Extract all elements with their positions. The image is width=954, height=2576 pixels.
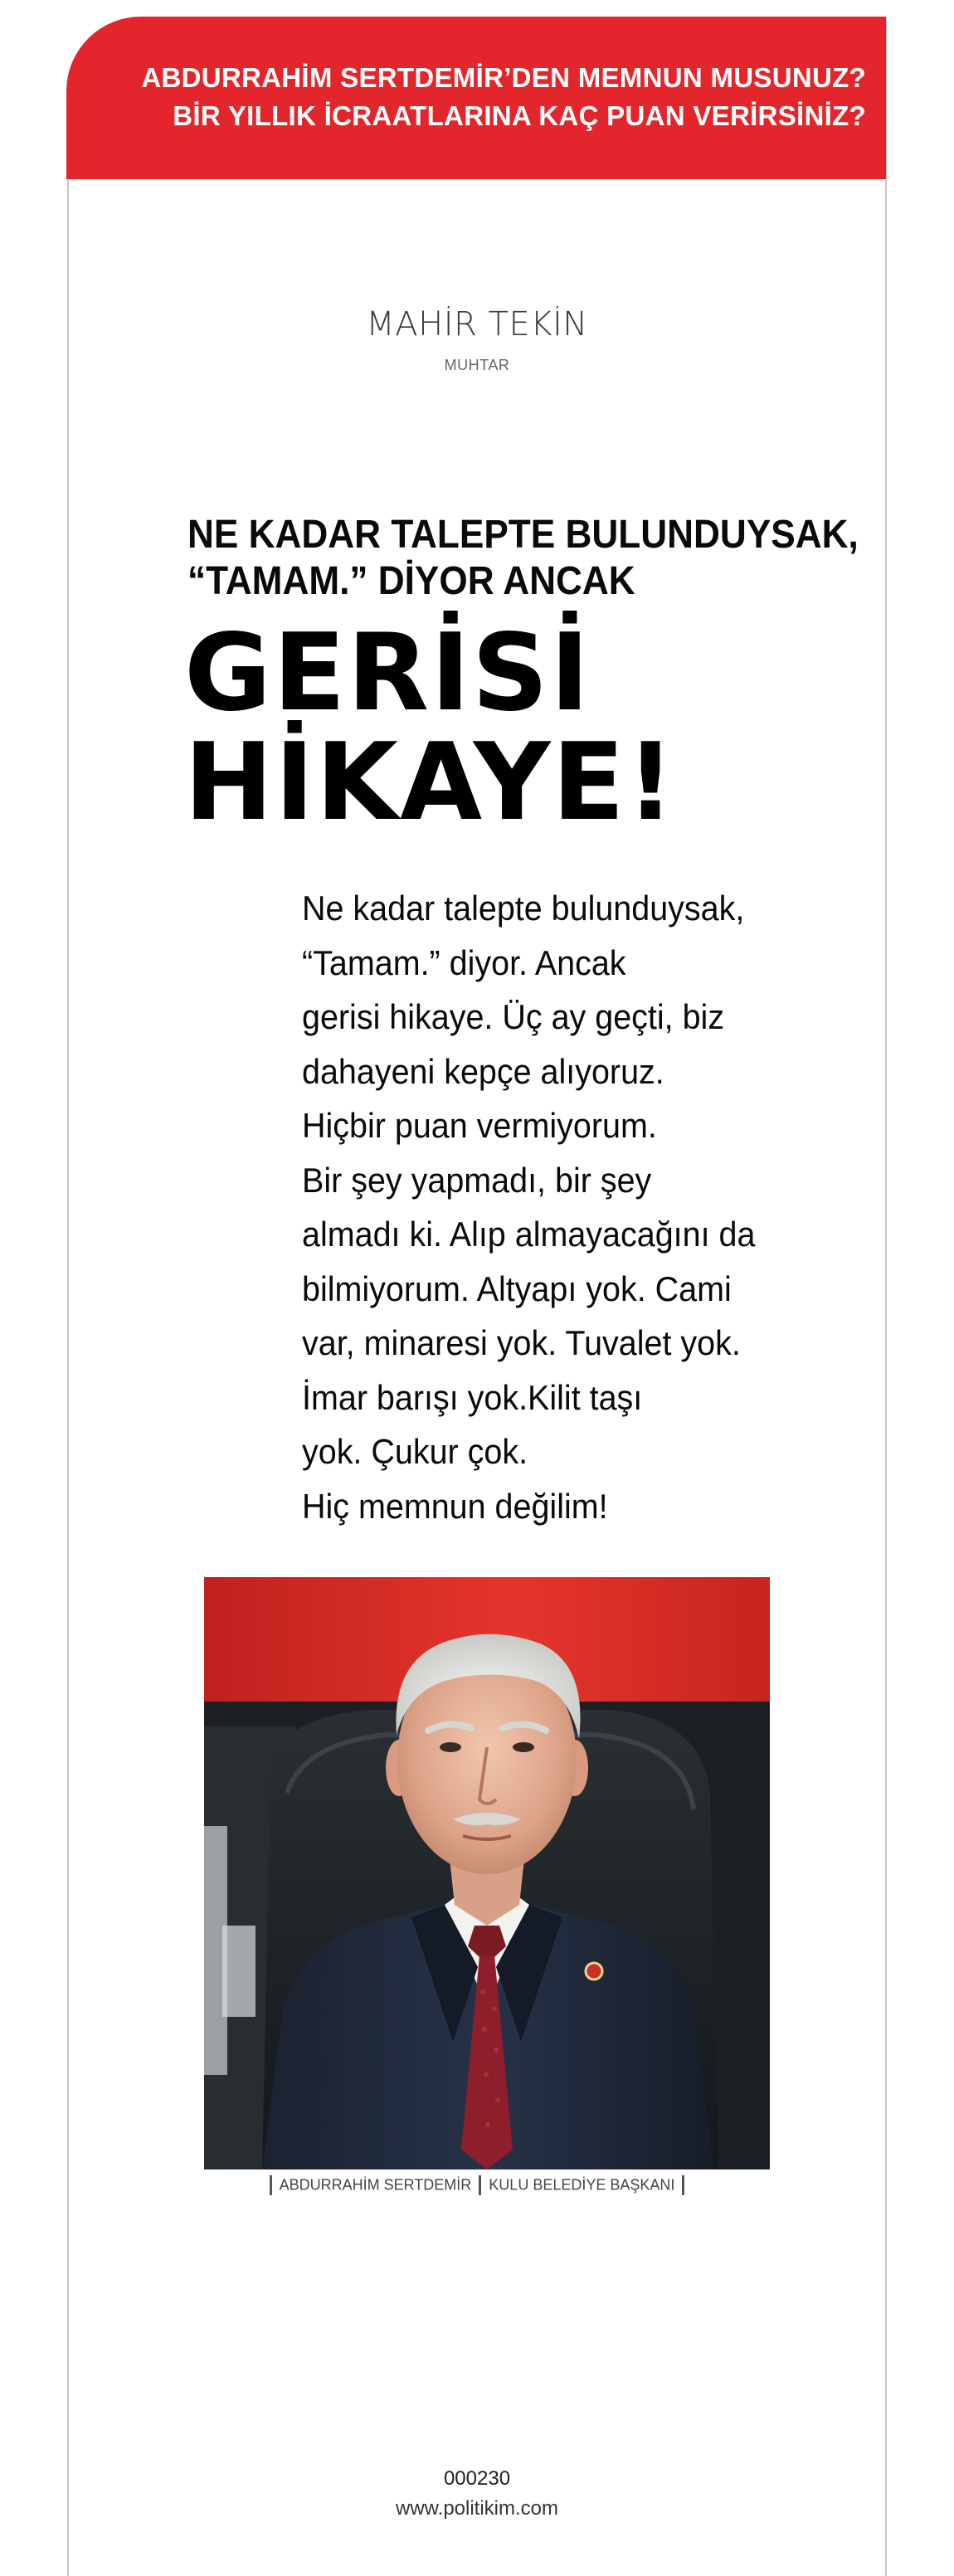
body-line: dahayeni kepçe alıyoruz.: [302, 1051, 664, 1091]
kicker-line-1: NE KADAR TALEPTE BULUNDUYSAK,: [187, 513, 859, 557]
page-number: 000230: [443, 2467, 511, 2490]
body-line: var, minaresi yok. Tuvalet yok.: [302, 1323, 741, 1362]
photo-caption: [0, 2175, 954, 2195]
body-line: gerisi hikaye. Üç ay geçti, biz: [302, 997, 725, 1036]
header-question-line-2: BİR YILLIK İCRAATLARINA KAÇ PUAN VERİRSİNİZ?: [173, 100, 866, 131]
website-url: www.politikim.com: [395, 2497, 559, 2520]
header-question-line-1: ABDURRAHİM SERTDEMİR’DEN MEMNUN MUSUNUZ?: [141, 62, 866, 93]
body-line: almadı ki. Alıp almayacağını da: [302, 1215, 756, 1254]
body-line: Ne kadar talepte bulunduysak,: [302, 889, 745, 928]
caption-separator: [682, 2175, 684, 2195]
headline-line-2: HİKAYE!: [184, 721, 677, 845]
body-line: İmar barışı yok.Kilit taşı: [302, 1377, 643, 1417]
body-line: yok. Çukur çok.: [302, 1432, 528, 1471]
caption-person-name: ABDURRAHİM SERTDEMİR: [279, 2176, 472, 2194]
caption-separator: [479, 2175, 481, 2195]
header-banner: [66, 17, 886, 179]
body-line: Hiç memnun değilim!: [302, 1486, 608, 1526]
author-name: MAHİR TEKİN: [366, 305, 588, 343]
body-line: bilmiyorum. Altyapı yok. Cami: [302, 1269, 732, 1308]
article-body: [302, 881, 833, 1533]
caption-separator: [270, 2175, 272, 2195]
caption-person-title: KULU BELEDİYE BAŞKANI: [489, 2176, 675, 2194]
body-line: “Tamam.” diyor. Ancak: [302, 942, 626, 982]
author-role: MUHTAR: [444, 357, 510, 373]
body-line: Hiçbir puan vermiyorum.: [302, 1106, 657, 1145]
frame-border-left: [67, 178, 69, 2576]
portrait-illustration: [204, 1577, 770, 2169]
headline-line-1: GERİSİ: [184, 611, 591, 735]
body-line: Bir şey yapmadı, bir şey: [302, 1160, 652, 1200]
kicker-line-2: “TAMAM.” DİYOR ANCAK: [187, 559, 635, 603]
portrait-photo: [204, 1577, 770, 2169]
